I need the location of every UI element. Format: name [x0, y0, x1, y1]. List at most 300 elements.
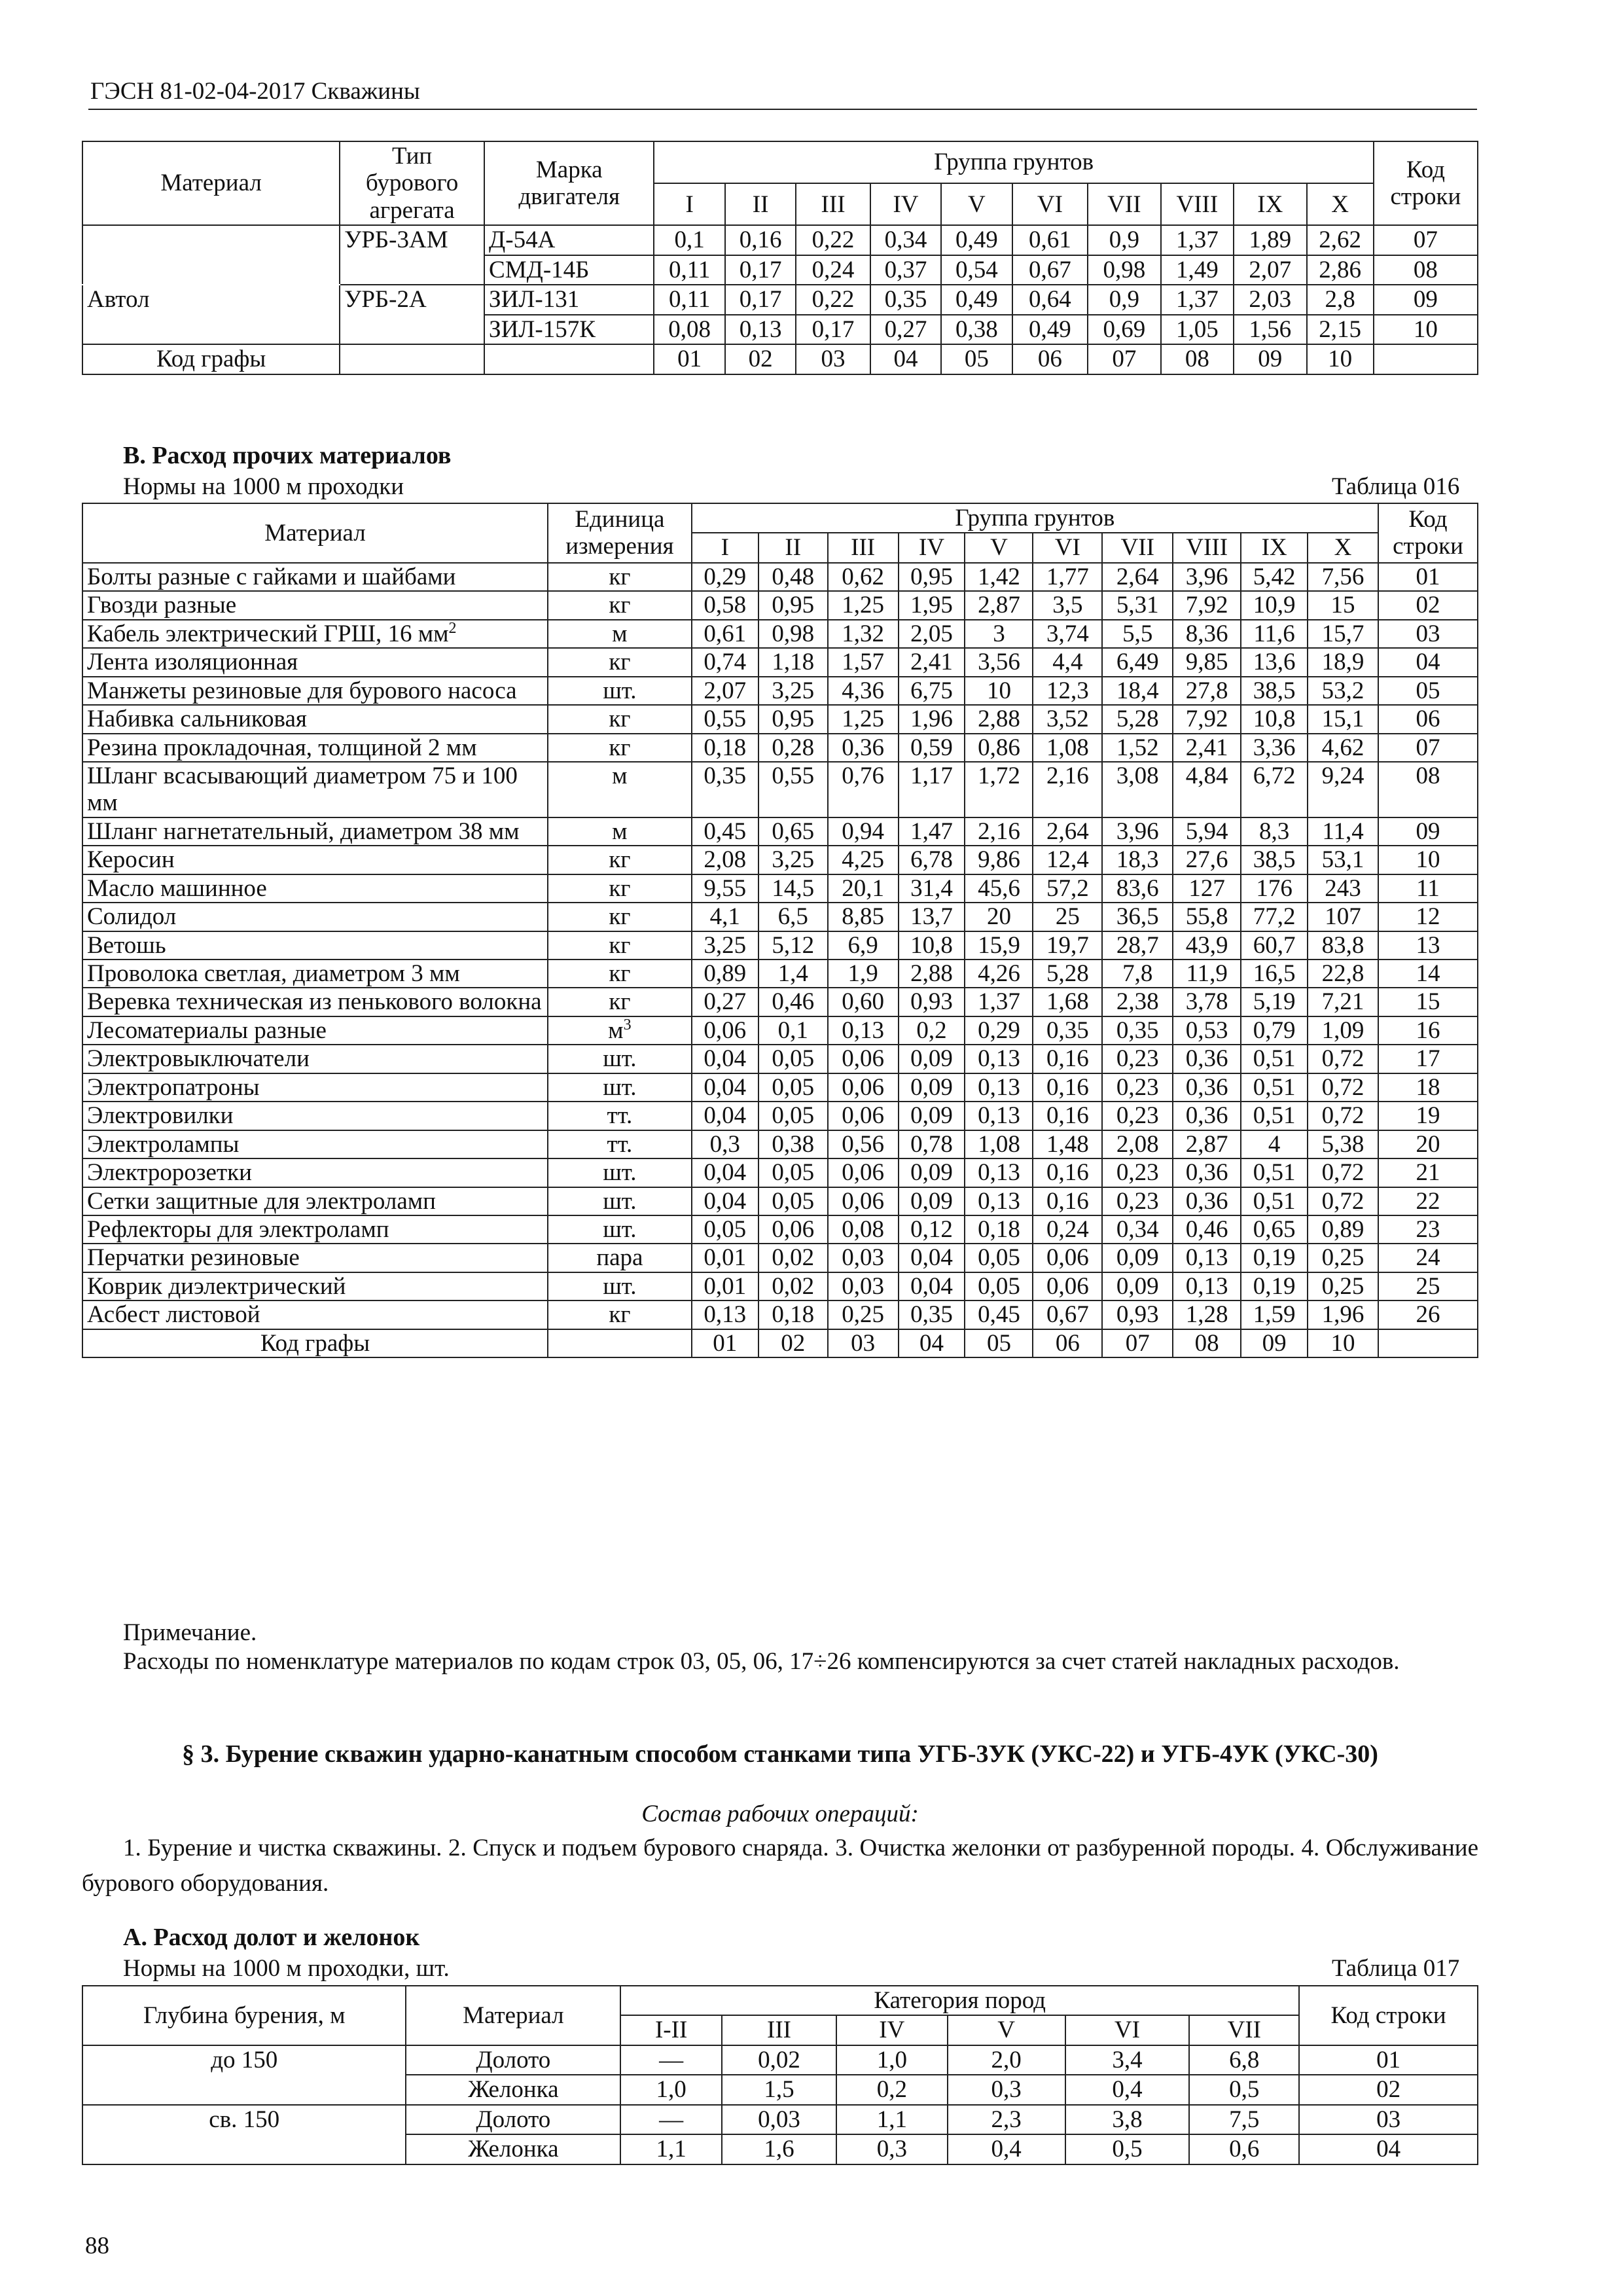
- cell-value: 1,77: [1033, 563, 1102, 591]
- th-group: I: [654, 183, 724, 225]
- th-group: VI: [1012, 183, 1088, 225]
- th-row-code: Код строки: [1299, 1986, 1478, 2045]
- unit-text: кг: [609, 874, 631, 902]
- cell-value: 57,2: [1033, 874, 1102, 903]
- cell-row-code: 24: [1378, 1244, 1478, 1272]
- th-group: VII: [1088, 183, 1160, 225]
- cell-engine: ЗИЛ-157К: [484, 315, 654, 344]
- cell-row-code: 13: [1378, 931, 1478, 960]
- material-name-text: Шланг нагнетательный, диаметром 38 мм: [87, 817, 520, 845]
- table-row: [82, 1073, 1478, 1102]
- unit-text: шт.: [603, 1215, 637, 1243]
- section-a-norms: Нормы на 1000 м проходки, шт.: [123, 1955, 450, 1982]
- cell-material: Долото: [406, 2105, 620, 2134]
- table-017-label: Таблица 017: [1332, 1955, 1460, 1982]
- cell-value: 0,11: [654, 255, 724, 285]
- cell-unit: [548, 1158, 692, 1187]
- cell-value: 0,72: [1308, 1045, 1378, 1073]
- unit-text: м: [612, 817, 628, 845]
- cell-row-code: 02: [1299, 2075, 1478, 2104]
- material-name-text: Электролампы: [87, 1130, 240, 1158]
- cell-value: 1,9: [828, 960, 899, 988]
- cell-value: 5,28: [1102, 705, 1173, 733]
- cell-value: 5,19: [1241, 988, 1308, 1016]
- cell-value: 0,78: [899, 1130, 965, 1158]
- cell-value: 1,95: [899, 591, 965, 619]
- cell-value: 83,6: [1102, 874, 1173, 903]
- cell-unit: [548, 1300, 692, 1329]
- cell-value: 0,5: [1065, 2134, 1190, 2164]
- th-category: III: [722, 2015, 836, 2045]
- cell-engine: Д-54А: [484, 225, 654, 255]
- cell-value: 4,62: [1308, 734, 1378, 762]
- cell-value: 8,3: [1241, 817, 1308, 846]
- cell-value: 12,3: [1033, 677, 1102, 705]
- cell-value: 1,89: [1234, 225, 1306, 255]
- cell-row-code: 11: [1378, 874, 1478, 903]
- cell-value: 0,06: [828, 1187, 899, 1215]
- cell-row-code: 10: [1378, 846, 1478, 874]
- cell-value: 20: [965, 903, 1033, 931]
- cell-value: 77,2: [1241, 903, 1308, 931]
- running-header: ГЭСН 81-02-04-2017 Скважины: [90, 78, 420, 105]
- cell-value: 0,2: [899, 1016, 965, 1045]
- cell-value: 0,65: [758, 817, 828, 846]
- cell-value: 0,05: [758, 1102, 828, 1130]
- cell-value: 2,3: [948, 2105, 1065, 2134]
- cell-value: 0,72: [1308, 1073, 1378, 1102]
- cell-material-name: [82, 931, 548, 960]
- cell-value: 1,68: [1033, 988, 1102, 1016]
- cell-value: 8,85: [828, 903, 899, 931]
- cell-unit: [548, 960, 692, 988]
- cell-material-name: [82, 677, 548, 705]
- th-group: VI: [1033, 533, 1102, 562]
- cell-value: 2,41: [1173, 734, 1241, 762]
- cell-value: 0,27: [870, 315, 941, 344]
- cell-value: 6,8: [1189, 2045, 1299, 2075]
- th-soil-group: Группа грунтов: [654, 141, 1373, 183]
- cell-column-code: 09: [1234, 344, 1306, 374]
- cell-unit: [548, 1215, 692, 1244]
- cell-value: 0,38: [941, 315, 1012, 344]
- cell-value: 0,55: [758, 762, 828, 817]
- cell-value: 0,93: [1102, 1300, 1173, 1329]
- cell-value: 2,87: [965, 591, 1033, 619]
- cell-value: 0,98: [1088, 255, 1160, 285]
- cell-value: 0,13: [965, 1187, 1033, 1215]
- cell-value: 0,49: [941, 285, 1012, 314]
- cell-unit: [548, 734, 692, 762]
- cell-value: 0,51: [1241, 1158, 1308, 1187]
- table-row: [82, 648, 1478, 676]
- cell-value: 0,08: [654, 315, 724, 344]
- cell-value: 0,17: [725, 285, 796, 314]
- cell-unit: [548, 591, 692, 619]
- table-row: [82, 620, 1478, 648]
- cell-value: 2,08: [1102, 1130, 1173, 1158]
- cell-row-code: 04: [1299, 2134, 1478, 2164]
- cell-column-code: 06: [1012, 344, 1088, 374]
- cell-value: 1,28: [1173, 1300, 1241, 1329]
- cell-value: 2,86: [1307, 255, 1374, 285]
- cell-material-name: [82, 1272, 548, 1300]
- unit-text: кг: [609, 960, 631, 987]
- cell-value: 15,9: [965, 931, 1033, 960]
- cell-value: 243: [1308, 874, 1378, 903]
- cell-material-name: [82, 1300, 548, 1329]
- cell-unit: [548, 903, 692, 931]
- material-name-text: Солидол: [87, 903, 177, 931]
- cell-value: 28,7: [1102, 931, 1173, 960]
- cell-value: 2,07: [692, 677, 758, 705]
- cell-value: 0,4: [948, 2134, 1065, 2164]
- table-row: [82, 846, 1478, 874]
- cell-value: 0,61: [692, 620, 758, 648]
- cell-value: 0,74: [692, 648, 758, 676]
- cell-value: 1,42: [965, 563, 1033, 591]
- cell-value: 0,06: [828, 1045, 899, 1073]
- cell-value: 0,5: [1189, 2075, 1299, 2104]
- cell-value: 9,85: [1173, 648, 1241, 676]
- cell-value: 0,86: [965, 734, 1033, 762]
- cell-value: 0,56: [828, 1130, 899, 1158]
- cell-column-code: 07: [1102, 1329, 1173, 1357]
- th-group: I: [692, 533, 758, 562]
- cell-value: 0,72: [1308, 1158, 1378, 1187]
- cell-value: 0,05: [758, 1158, 828, 1187]
- cell-material-name: [82, 874, 548, 903]
- cell-value: 53,1: [1308, 846, 1378, 874]
- cell-row-code: 02: [1378, 591, 1478, 619]
- cell-value: 0,36: [828, 734, 899, 762]
- cell-material-name: [82, 1244, 548, 1272]
- cell-value: 0,09: [899, 1073, 965, 1102]
- cell-value: 0,02: [722, 2045, 836, 2075]
- header-rule: [88, 109, 1477, 110]
- cell-value: 0,72: [1308, 1102, 1378, 1130]
- cell-value: 15: [1308, 591, 1378, 619]
- cell-value: 0,51: [1241, 1045, 1308, 1073]
- cell-value: 1,18: [758, 648, 828, 676]
- unit-text: м: [608, 1016, 624, 1044]
- superscript: 2: [448, 619, 457, 637]
- cell-value: 0,18: [758, 1300, 828, 1329]
- cell-value: 1,37: [1161, 225, 1234, 255]
- cell-value: 1,1: [620, 2134, 722, 2164]
- cell-value: 0,04: [692, 1187, 758, 1215]
- cell-material-name: [82, 648, 548, 676]
- cell-row-code: 08: [1378, 762, 1478, 817]
- th-group: X: [1307, 183, 1374, 225]
- th-group: III: [828, 533, 899, 562]
- cell-value: 0,36: [1173, 1102, 1241, 1130]
- cell-value: 5,28: [1033, 960, 1102, 988]
- cell-value: 2,05: [899, 620, 965, 648]
- cell-value: 2,87: [1173, 1130, 1241, 1158]
- cell-value: 0,37: [870, 255, 941, 285]
- cell-value: 0,58: [692, 591, 758, 619]
- cell-value: 10,9: [1241, 591, 1308, 619]
- cell-value: 3,5: [1033, 591, 1102, 619]
- material-name-text: Гвозди разные: [87, 592, 237, 619]
- cell-material-name: [82, 817, 548, 846]
- cell-unit: [548, 931, 692, 960]
- cell-value: 2,03: [1234, 285, 1306, 314]
- cell-material-name: [82, 762, 548, 817]
- cell-value: 3,25: [692, 931, 758, 960]
- cell-value: 7,92: [1173, 705, 1241, 733]
- cell-unit: [548, 846, 692, 874]
- cell-row-code: 04: [1378, 648, 1478, 676]
- table-row: [82, 1130, 1478, 1158]
- cell-column-code: 10: [1307, 344, 1374, 374]
- cell-value: 0,23: [1102, 1158, 1173, 1187]
- cell-value: 1,6: [722, 2134, 836, 2164]
- cell-value: 0,95: [899, 563, 965, 591]
- table-016: [82, 503, 1478, 1358]
- cell-value: 83,8: [1308, 931, 1378, 960]
- cell-value: 7,92: [1173, 591, 1241, 619]
- cell-value: 2,16: [965, 817, 1033, 846]
- cell-material-name: [82, 1102, 548, 1130]
- cell-value: 36,5: [1102, 903, 1173, 931]
- cell-value: 2,64: [1102, 563, 1173, 591]
- cell-value: 3,96: [1102, 817, 1173, 846]
- cell-value: 0,01: [692, 1244, 758, 1272]
- unit-text: пара: [596, 1244, 643, 1272]
- cell-column-code: 03: [828, 1329, 899, 1357]
- cell-value: 0,13: [965, 1102, 1033, 1130]
- unit-text: кг: [609, 931, 631, 959]
- section-b-title: В. Расход прочих материалов: [123, 442, 452, 469]
- cell-unit: [548, 1244, 692, 1272]
- th-group: IX: [1234, 183, 1306, 225]
- cell-engine: ЗИЛ-131: [484, 285, 654, 314]
- cell-unit: [548, 1045, 692, 1073]
- cell-value: 1,09: [1308, 1016, 1378, 1045]
- cell-value: 4,36: [828, 677, 899, 705]
- cell-value: 0,6: [1189, 2134, 1299, 2164]
- cell-value: 2,88: [899, 960, 965, 988]
- cell-value: 0,61: [1012, 225, 1088, 255]
- cell-value: 31,4: [899, 874, 965, 903]
- cell-row-code: 01: [1378, 563, 1478, 591]
- cell-value: 13,7: [899, 903, 965, 931]
- cell-unit: [548, 1272, 692, 1300]
- cell-value: 12,4: [1033, 846, 1102, 874]
- cell-value: 27,6: [1173, 846, 1241, 874]
- cell-value: 0,62: [828, 563, 899, 591]
- cell-material-name: [82, 563, 548, 591]
- cell-value: 9,55: [692, 874, 758, 903]
- cell-value: 0,95: [758, 705, 828, 733]
- table-row: [82, 988, 1478, 1016]
- cell-value: 0,55: [692, 705, 758, 733]
- cell-value: 3,78: [1173, 988, 1241, 1016]
- cell-column-code: 08: [1161, 344, 1234, 374]
- cell-value: 13,6: [1241, 648, 1308, 676]
- th-group: V: [941, 183, 1012, 225]
- cell-value: 6,78: [899, 846, 965, 874]
- cell-value: 0,09: [899, 1187, 965, 1215]
- cell-value: 3,96: [1173, 563, 1241, 591]
- cell-value: 0,13: [692, 1300, 758, 1329]
- cell-value: 2,62: [1307, 225, 1374, 255]
- cell-row-code: 19: [1378, 1102, 1478, 1130]
- cell-value: —: [620, 2105, 722, 2134]
- operations-text: 1. Бурение и чистка скважины. 2. Спуск и подъем бурового снаряда. 3. Очистка желонки от разбуренной породы. 4. Обслуживание бурового оборудования.: [82, 1835, 1478, 1897]
- cell-value: 107: [1308, 903, 1378, 931]
- cell-empty: [548, 1329, 692, 1357]
- cell-value: 0,51: [1241, 1073, 1308, 1102]
- cell-value: 0,46: [758, 988, 828, 1016]
- material-name-text: Перчатки резиновые: [87, 1244, 300, 1272]
- material-name-text: Набивка сальниковая: [87, 706, 307, 733]
- cell-value: 0,35: [1033, 1016, 1102, 1045]
- cell-value: 0,89: [1308, 1215, 1378, 1244]
- cell-value: 3,4: [1065, 2045, 1190, 2075]
- cell-row-code: 25: [1378, 1272, 1478, 1300]
- cell-value: 15,7: [1308, 620, 1378, 648]
- unit-text: кг: [609, 649, 631, 676]
- cell-value: 53,2: [1308, 677, 1378, 705]
- unit-text: шт.: [603, 1159, 637, 1187]
- cell-value: 0,18: [692, 734, 758, 762]
- cell-value: 4,84: [1173, 762, 1241, 817]
- cell-value: 0,35: [1102, 1016, 1173, 1045]
- cell-value: 1,5: [722, 2075, 836, 2104]
- cell-value: 0,06: [758, 1215, 828, 1244]
- cell-value: 0,25: [828, 1300, 899, 1329]
- th-material: Материал: [82, 141, 340, 225]
- cell-value: 0,16: [1033, 1187, 1102, 1215]
- cell-value: 60,7: [1241, 931, 1308, 960]
- table-row: [82, 1102, 1478, 1130]
- cell-value: 0,13: [828, 1016, 899, 1045]
- cell-row-code: 16: [1378, 1016, 1478, 1045]
- cell-value: 0,35: [870, 285, 941, 314]
- cell-value: 0,48: [758, 563, 828, 591]
- cell-empty: [1378, 1329, 1478, 1357]
- unit-text: м: [612, 762, 628, 789]
- cell-value: 0,94: [828, 817, 899, 846]
- cell-value: 1,48: [1033, 1130, 1102, 1158]
- cell-value: 0,69: [1088, 315, 1160, 344]
- cell-value: 0,67: [1012, 255, 1088, 285]
- material-name-text: Керосин: [87, 846, 175, 874]
- th-unit: Единица измерения: [548, 503, 692, 563]
- th-category: IV: [836, 2015, 948, 2045]
- material-name-text: Сетки защитные для электроламп: [87, 1187, 436, 1215]
- th-rock-category: Категория пород: [620, 1986, 1299, 2015]
- table-row: [82, 903, 1478, 931]
- cell-unit: [548, 1102, 692, 1130]
- cell-value: 0,08: [828, 1215, 899, 1244]
- cell-depth: до 150: [82, 2045, 406, 2105]
- cell-value: 0,29: [692, 563, 758, 591]
- table-row: [82, 960, 1478, 988]
- cell-value: 0,51: [1241, 1187, 1308, 1215]
- material-name-text: Болты разные с гайками и шайбами: [87, 563, 456, 590]
- cell-value: 6,9: [828, 931, 899, 960]
- cell-value: 0,23: [1102, 1102, 1173, 1130]
- cell-value: 19,7: [1033, 931, 1102, 960]
- cell-unit: [548, 1016, 692, 1045]
- cell-value: 0,65: [1241, 1215, 1308, 1244]
- cell-row-code: 26: [1378, 1300, 1478, 1329]
- cell-unit: [548, 1073, 692, 1102]
- cell-value: 3,08: [1102, 762, 1173, 817]
- table-row: [82, 817, 1478, 846]
- cell-value: 6,72: [1241, 762, 1308, 817]
- material-name-text: Коврик диэлектрический: [87, 1272, 346, 1300]
- cell-unit: [548, 705, 692, 733]
- cell-value: 0,05: [965, 1272, 1033, 1300]
- cell-value: 1,1: [836, 2105, 948, 2134]
- cell-row-code: 09: [1378, 817, 1478, 846]
- th-soil-group: Группа грунтов: [692, 503, 1378, 533]
- cell-value: 1,49: [1161, 255, 1234, 285]
- cell-value: 16,5: [1241, 960, 1308, 988]
- cell-value: 0,45: [965, 1300, 1033, 1329]
- th-category: V: [948, 2015, 1065, 2045]
- table-016-label: Таблица 016: [1332, 473, 1460, 500]
- cell-value: 176: [1241, 874, 1308, 903]
- cell-material-name: [82, 960, 548, 988]
- unit-text: кг: [609, 563, 631, 590]
- cell-value: 1,25: [828, 705, 899, 733]
- cell-value: 3,25: [758, 677, 828, 705]
- cell-value: 1,17: [899, 762, 965, 817]
- cell-value: 2,15: [1307, 315, 1374, 344]
- cell-column-code: 05: [941, 344, 1012, 374]
- cell-value: 0,04: [692, 1158, 758, 1187]
- table-row: [82, 2045, 1478, 2075]
- cell-value: 0,04: [899, 1244, 965, 1272]
- th-unit-type: Тип бурового агрегата: [340, 141, 484, 225]
- cell-column-code: 10: [1308, 1329, 1378, 1357]
- cell-value: 18,3: [1102, 846, 1173, 874]
- table-row: [82, 874, 1478, 903]
- cell-value: 0,04: [899, 1272, 965, 1300]
- cell-value: 0,3: [836, 2134, 948, 2164]
- cell-value: 0,53: [1173, 1016, 1241, 1045]
- cell-column-code: 01: [692, 1329, 758, 1357]
- cell-value: 0,35: [692, 762, 758, 817]
- cell-material-name: [82, 846, 548, 874]
- cell-value: 20,1: [828, 874, 899, 903]
- unit-text: кг: [609, 988, 631, 1016]
- cell-value: 0,98: [758, 620, 828, 648]
- cell-material-name: [82, 1130, 548, 1158]
- cell-value: 0,04: [692, 1045, 758, 1073]
- material-name-text: Рефлекторы для электроламп: [87, 1215, 389, 1243]
- unit-text: тт.: [607, 1102, 633, 1130]
- th-group: II: [725, 183, 796, 225]
- cell-column-code: 01: [654, 344, 724, 374]
- cell-value: 0,67: [1033, 1300, 1102, 1329]
- unit-text: кг: [609, 734, 631, 761]
- cell-value: 0,13: [965, 1045, 1033, 1073]
- cell-value: 0,35: [899, 1300, 965, 1329]
- cell-value: 0,19: [1241, 1272, 1308, 1300]
- cell-depth: св. 150: [82, 2105, 406, 2164]
- cell-value: 0,22: [796, 225, 870, 255]
- cell-column-code: 08: [1173, 1329, 1241, 1357]
- cell-value: 0,06: [828, 1073, 899, 1102]
- cell-row-code: 05: [1378, 677, 1478, 705]
